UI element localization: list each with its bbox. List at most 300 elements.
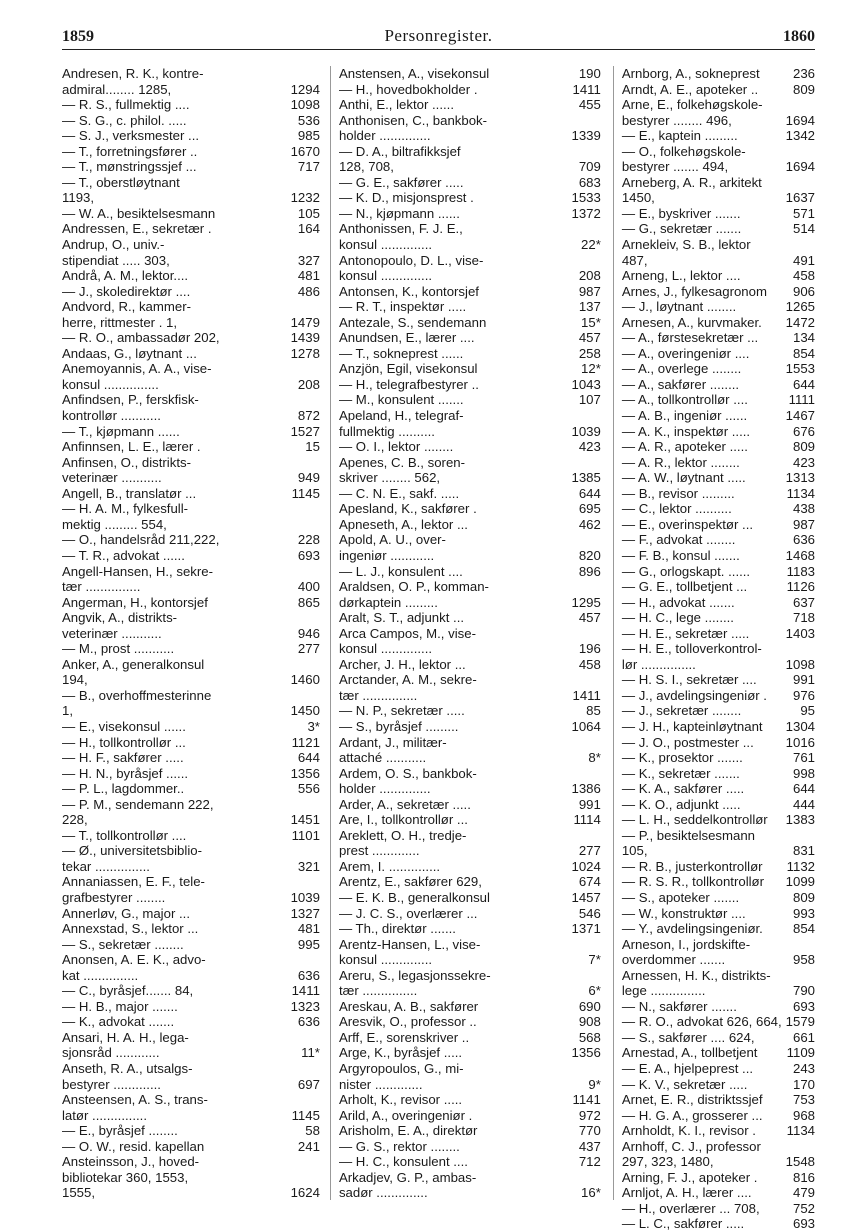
- register-entry: [622, 113, 815, 129]
- entry-text: — C., lektor ..........: [621, 501, 732, 517]
- entry-text: Arge, K., byråsjef .....: [338, 1045, 463, 1061]
- register-entry: [339, 361, 601, 377]
- entry-page-ref: 9*: [588, 1076, 601, 1092]
- entry-text: mektig ......... 554,: [62, 516, 167, 532]
- entry-text: — J., avdelingsingeniør .: [621, 687, 767, 703]
- entry-page-ref: 991: [792, 672, 815, 688]
- entry-page-ref: 976: [792, 687, 815, 703]
- register-entry: [622, 766, 815, 782]
- entry-text: — S., sekretær ........: [62, 936, 184, 952]
- entry-text: — E., overinspektør ...: [621, 516, 754, 532]
- entry-text: holder ..............: [338, 128, 431, 144]
- entry-page-ref: 8*: [588, 750, 601, 766]
- register-entry: [622, 781, 815, 797]
- entry-text: veterinær ...........: [62, 470, 162, 486]
- register-entry: [622, 1216, 815, 1232]
- register-entry: [339, 1108, 601, 1124]
- entry-text: admiral........ 1285,: [62, 81, 172, 97]
- entry-page-ref: 693: [297, 547, 320, 563]
- register-entry: [62, 1123, 320, 1139]
- register-entry: [622, 1045, 815, 1061]
- register-entry: [62, 392, 320, 408]
- entry-text: — S., apoteker .......: [621, 889, 740, 905]
- entry-text: lør ...............: [621, 656, 696, 672]
- entry-text: Apneseth, A., lektor ...: [338, 516, 468, 532]
- entry-text: — L. H., seddelkontrollør: [621, 812, 768, 828]
- register-entry: [62, 66, 320, 82]
- entry-text: Anzjön, Egil, visekonsul: [338, 361, 478, 377]
- register-entry: [339, 983, 601, 999]
- entry-text: konsul ..............: [338, 952, 433, 968]
- entry-page-ref: 486: [297, 283, 320, 299]
- entry-page-ref: 479: [792, 1185, 815, 1201]
- entry-page-ref: 241: [297, 1138, 320, 1154]
- register-entry: [62, 517, 320, 533]
- entry-text: — K., prosektor .......: [621, 750, 743, 766]
- entry-page-ref: 693: [792, 998, 815, 1014]
- register-entry: [339, 874, 601, 890]
- register-entry: [622, 1170, 815, 1186]
- entry-page-ref: 190: [578, 66, 601, 81]
- register-entry: [62, 315, 320, 331]
- entry-page-ref: 1039: [290, 889, 320, 905]
- entry-text: Apesland, K., sakfører .: [338, 501, 477, 517]
- entry-text: — K., sekretær .......: [621, 765, 740, 781]
- register-entry: [62, 268, 320, 284]
- entry-text: Arctander, A. M., sekre-: [338, 672, 477, 688]
- entry-text: Angell, B., translatør ...: [62, 485, 197, 501]
- register-entry: [622, 579, 815, 595]
- entry-page-ref: 693: [792, 1216, 815, 1232]
- entry-text: Angell-Hansen, H., sekre-: [62, 563, 213, 579]
- entry-text: — A. W., løytnant .....: [621, 470, 746, 486]
- entry-text: — N. P., sekretær .....: [338, 703, 465, 719]
- entry-page-ref: 1356: [290, 765, 320, 781]
- entry-page-ref: 683: [578, 174, 601, 190]
- register-entry: [339, 641, 601, 657]
- entry-page-ref: 991: [578, 796, 601, 812]
- entry-text: — W., konstruktør ....: [621, 905, 746, 921]
- entry-text: — E., visekonsul ......: [62, 718, 186, 734]
- entry-text: — S., byråsjef .........: [338, 718, 459, 734]
- register-entry: [339, 424, 601, 440]
- entry-text: bibliotekar 360, 1553,: [62, 1169, 189, 1185]
- entry-text: Antezale, S., sendemann: [338, 314, 487, 330]
- entry-text: Anfinsen, O., distrikts-: [62, 454, 191, 470]
- register-entry: [339, 237, 601, 253]
- entry-text: Arff, E., sorenskriver ..: [338, 1029, 470, 1045]
- entry-text: Andvord, R., kammer-: [62, 299, 191, 315]
- entry-text: — W. A., besiktelsesmann: [62, 205, 216, 221]
- entry-page-ref: 1460: [290, 672, 320, 688]
- entry-page-ref: 1278: [290, 345, 320, 361]
- register-entry: [622, 190, 815, 206]
- entry-text: bestyrer ........ 496,: [621, 112, 732, 128]
- entry-text: Areskau, A. B., sakfører: [338, 998, 479, 1014]
- entry-text: stipendiat ..... 303,: [62, 252, 170, 268]
- entry-text: — J. C. S., overlærer ...: [338, 905, 478, 921]
- register-entry: [622, 890, 815, 906]
- entry-text: Arentz-Hansen, L., vise-: [338, 936, 481, 952]
- register-entry: [62, 703, 320, 719]
- register-entry: [622, 564, 815, 580]
- register-entry: [622, 797, 815, 813]
- entry-page-ref: 556: [297, 781, 320, 797]
- entry-text: Aralt, S. T., adjunkt ...: [338, 610, 465, 626]
- entry-text: — F. B., konsul .......: [621, 547, 740, 563]
- entry-page-ref: 11*: [301, 1045, 320, 1061]
- register-entry: [622, 66, 815, 82]
- entry-text: Annexstad, S., lektor ...: [62, 921, 199, 937]
- entry-page-ref: 906: [792, 283, 815, 299]
- entry-text: Are, I., tollkontrollør ...: [338, 812, 468, 828]
- register-entry: [622, 299, 815, 315]
- entry-text: Arneng, L., lektor ....: [621, 268, 741, 284]
- entry-page-ref: 1099: [785, 874, 815, 890]
- entry-text: Anfindsen, P., ferskfisk-: [62, 392, 199, 408]
- entry-text: — H. C., konsulent ....: [338, 1154, 468, 1170]
- register-entry: [62, 1154, 320, 1170]
- entry-text: Arnestad, A., tollbetjent: [621, 1045, 758, 1061]
- entry-page-ref: 1548: [785, 1154, 815, 1170]
- entry-page-ref: 277: [578, 843, 601, 859]
- register-entry: [339, 703, 601, 719]
- register-entry: [62, 330, 320, 346]
- entry-text: — H. C., lege ........: [621, 610, 734, 626]
- register-entry: [62, 874, 320, 890]
- entry-text: Apeland, H., telegraf-: [338, 408, 464, 424]
- entry-text: — F., advokat ........: [621, 532, 736, 548]
- entry-page-ref: 243: [792, 1061, 815, 1076]
- entry-page-ref: 1385: [571, 470, 601, 486]
- register-entry: [62, 952, 320, 968]
- register-entry: [62, 144, 320, 160]
- entry-page-ref: 637: [792, 594, 815, 610]
- register-entry: [339, 579, 601, 595]
- entry-text: Ansteinsson, J., hoved-: [62, 1154, 200, 1170]
- register-entry: [622, 237, 815, 253]
- entry-page-ref: 1411: [291, 983, 320, 999]
- entry-page-ref: 1339: [571, 128, 601, 144]
- register-entry: [622, 1030, 815, 1046]
- entry-text: Antonsen, K., kontorsjef: [338, 283, 479, 299]
- entry-text: Arild, A., overingeniør .: [338, 1107, 473, 1123]
- register-entry: [622, 657, 815, 673]
- entry-text: 105,: [621, 843, 648, 859]
- entry-text: Arkadjev, G. P., ambas-: [338, 1169, 477, 1185]
- entry-text: herre, rittmester . 1,: [62, 314, 178, 330]
- entry-text: bestyrer ....... 494,: [621, 159, 729, 175]
- entry-text: prest .............: [338, 843, 420, 859]
- entry-text: — H. E., sekretær .....: [621, 625, 750, 641]
- entry-text: — R. S. R., tollkontrollør: [621, 874, 765, 890]
- register-entry: [339, 190, 601, 206]
- register-entry: [62, 408, 320, 424]
- entry-page-ref: 854: [792, 345, 815, 361]
- register-entry: [622, 1108, 815, 1124]
- entry-text: tær ...............: [62, 579, 141, 595]
- entry-page-ref: 718: [792, 610, 815, 626]
- entry-text: Anthonisen, C., bankbok-: [338, 112, 488, 128]
- entry-page-ref: 1043: [571, 376, 601, 392]
- entry-page-ref: 676: [792, 423, 815, 439]
- register-entry: [62, 766, 320, 782]
- entry-page-ref: 481: [297, 268, 320, 284]
- register-entry: [62, 1108, 320, 1124]
- entry-page-ref: 1101: [291, 827, 320, 843]
- entry-text: Anstensen, A., visekonsul: [338, 66, 490, 81]
- register-entry: [622, 330, 815, 346]
- entry-text: — H., tollkontrollør ...: [62, 734, 186, 750]
- register-entry: [339, 1045, 601, 1061]
- entry-page-ref: 1111: [788, 392, 815, 408]
- entry-text: — H., overlærer ... 708,: [621, 1200, 760, 1216]
- register-entry: [622, 408, 815, 424]
- register-entry: [622, 144, 815, 160]
- register-entry: [622, 315, 815, 331]
- register-entry: [339, 299, 601, 315]
- entry-page-ref: 1386: [571, 781, 601, 797]
- entry-page-ref: 1145: [291, 485, 320, 501]
- entry-page-ref: 22*: [581, 237, 601, 253]
- entry-text: — B., revisor .........: [621, 485, 735, 501]
- entry-page-ref: 15*: [581, 314, 601, 330]
- register-entry: [622, 610, 815, 626]
- entry-text: Arneson, I., jordskifte-: [621, 936, 751, 952]
- register-entry: [62, 937, 320, 953]
- register-entry: [62, 1061, 320, 1077]
- register-entry: [62, 532, 320, 548]
- register-entry: [339, 532, 601, 548]
- register-entry: [62, 626, 320, 642]
- register-entry: [62, 999, 320, 1015]
- register-entry: [622, 1092, 815, 1108]
- entry-text: — O. W., resid. kapellan: [62, 1138, 205, 1154]
- entry-text: — N., kjøpmann ......: [338, 205, 460, 221]
- register-entry: [339, 610, 601, 626]
- register-entry: [339, 564, 601, 580]
- entry-text: — K. O., adjunkt .....: [621, 796, 741, 812]
- entry-text: — T., kjøpmann ......: [62, 423, 180, 439]
- register-entry: [339, 1030, 601, 1046]
- entry-text: bestyrer .............: [62, 1076, 161, 1092]
- entry-page-ref: 752: [792, 1200, 815, 1216]
- entry-page-ref: 690: [578, 998, 601, 1014]
- entry-text: — J., skoledirektør ....: [62, 283, 191, 299]
- register-entry: [339, 82, 601, 98]
- entry-page-ref: 1323: [290, 998, 320, 1014]
- entry-text: — J. H., kapteinløytnant: [621, 718, 763, 734]
- register-entry: [622, 501, 815, 517]
- entry-page-ref: 1024: [571, 858, 601, 874]
- register-entry: [62, 253, 320, 269]
- register-entry: [62, 501, 320, 517]
- entry-text: — A., overingeniør ....: [621, 345, 750, 361]
- entry-text: overdommer .......: [621, 952, 726, 968]
- entry-page-ref: 1533: [571, 190, 601, 206]
- register-entry: [62, 890, 320, 906]
- entry-text: — Y., avdelingsingeniør.: [621, 921, 763, 937]
- entry-page-ref: 568: [578, 1029, 601, 1045]
- register-entry: [339, 766, 601, 782]
- entry-page-ref: 438: [792, 501, 815, 517]
- entry-page-ref: 1064: [571, 718, 601, 734]
- register-entry: [622, 595, 815, 611]
- entry-text: konsul ..............: [338, 237, 433, 253]
- entry-text: konsul ..............: [338, 641, 433, 657]
- entry-page-ref: 458: [578, 656, 601, 672]
- entry-text: Arentz, E., sakfører 629,: [338, 874, 482, 890]
- entry-text: Andresen, R. K., kontre-: [62, 66, 204, 81]
- entry-text: — J., løytnant ........: [621, 299, 737, 315]
- entry-page-ref: 1121: [291, 734, 320, 750]
- register-entry: [339, 843, 601, 859]
- entry-text: ingeniør ............: [338, 547, 435, 563]
- entry-page-ref: 946: [297, 625, 320, 641]
- register-entry: [62, 672, 320, 688]
- register-entry: [622, 859, 815, 875]
- entry-text: 128, 708,: [338, 159, 394, 175]
- register-entry: [622, 626, 815, 642]
- entry-text: — C., byråsjef....... 84,: [62, 983, 194, 999]
- register-entry: [339, 253, 601, 269]
- left-page-number: 1859: [62, 28, 94, 45]
- entry-text: 1,: [62, 703, 73, 719]
- entry-text: — A., førstesekretær ...: [621, 330, 759, 346]
- entry-text: — O., folkehøgskole-: [621, 143, 746, 159]
- entry-page-ref: 457: [578, 610, 601, 626]
- entry-page-ref: 1356: [571, 1045, 601, 1061]
- entry-page-ref: 1039: [571, 423, 601, 439]
- entry-text: 228,: [62, 812, 88, 828]
- entry-page-ref: 809: [792, 81, 815, 97]
- entry-text: veterinær ...........: [62, 625, 162, 641]
- entry-page-ref: 536: [297, 112, 320, 128]
- entry-text: holder ..............: [338, 781, 431, 797]
- entry-text: Angerman, H., kontorsjef: [62, 594, 208, 610]
- entry-page-ref: 1372: [571, 205, 601, 221]
- entry-text: Arnhoff, C. J., professor: [621, 1138, 761, 1154]
- register-entry: [622, 455, 815, 471]
- entry-page-ref: 1232: [290, 190, 320, 206]
- entry-page-ref: 1670: [290, 143, 320, 159]
- entry-page-ref: 321: [297, 858, 320, 874]
- register-entry: [62, 1014, 320, 1030]
- entry-page-ref: 1479: [290, 314, 320, 330]
- entry-page-ref: 455: [578, 97, 601, 113]
- entry-page-ref: 949: [297, 470, 320, 486]
- entry-text: Arnet, E. R., distriktssjef: [621, 1092, 763, 1108]
- entry-page-ref: 236: [792, 66, 815, 81]
- entry-page-ref: 831: [792, 843, 815, 859]
- entry-text: fullmektig ..........: [338, 423, 435, 439]
- entry-text: — G., sekretær .......: [621, 221, 742, 237]
- register-entry: [339, 595, 601, 611]
- register-entry: [622, 1185, 815, 1201]
- register-entry: [339, 626, 601, 642]
- entry-page-ref: 7*: [588, 952, 601, 968]
- entry-text: Ardem, O. S., bankbok-: [338, 765, 477, 781]
- entry-page-ref: 571: [792, 205, 815, 221]
- entry-text: — G., orlogskapt. ......: [621, 563, 751, 579]
- entry-page-ref: 753: [792, 1092, 815, 1108]
- entry-page-ref: 1450: [290, 703, 320, 719]
- register-entry: [339, 206, 601, 222]
- register-entry: [339, 828, 601, 844]
- entry-page-ref: 1468: [785, 547, 815, 563]
- entry-text: grafbestyrer ........: [62, 889, 166, 905]
- register-entry: [62, 1092, 320, 1108]
- register-entry: [62, 781, 320, 797]
- entry-page-ref: 134: [792, 330, 815, 346]
- entry-text: lege ...............: [621, 983, 706, 999]
- entry-text: Apold, A. U., over-: [338, 532, 446, 548]
- register-entry: [339, 455, 601, 471]
- entry-page-ref: 1467: [785, 408, 815, 424]
- entry-page-ref: 1457: [571, 889, 601, 905]
- entry-page-ref: 1134: [786, 485, 815, 501]
- register-entry: [339, 144, 601, 160]
- entry-page-ref: 1527: [290, 423, 320, 439]
- entry-page-ref: 107: [578, 392, 601, 408]
- entry-text: — A., tollkontrollør ....: [621, 392, 748, 408]
- register-entry: [62, 797, 320, 813]
- entry-page-ref: 1304: [785, 718, 815, 734]
- register-entry: [339, 330, 601, 346]
- register-entry: [62, 843, 320, 859]
- register-entry: [62, 657, 320, 673]
- register-entry: [622, 812, 815, 828]
- register-entry: [339, 1154, 601, 1170]
- entry-page-ref: 444: [792, 796, 815, 812]
- register-entry: [62, 735, 320, 751]
- entry-text: 194,: [62, 672, 88, 688]
- register-entry: [62, 113, 320, 129]
- entry-page-ref: 58: [305, 1123, 320, 1139]
- entry-page-ref: 872: [297, 408, 320, 424]
- entry-text: — B., overhoffmesterinne: [62, 687, 212, 703]
- register-entry: [339, 1014, 601, 1030]
- register-entry: [62, 159, 320, 175]
- register-entry: [339, 501, 601, 517]
- entry-text: — S. J., verksmester ...: [62, 128, 200, 144]
- entry-text: Ansari, H. A. H., lega-: [62, 1029, 189, 1045]
- register-entry: [622, 424, 815, 440]
- entry-text: — A., overlege ........: [621, 361, 742, 377]
- register-entry: [62, 641, 320, 657]
- register-entry: [62, 688, 320, 704]
- entry-page-ref: 462: [578, 516, 601, 532]
- register-entry: [339, 159, 601, 175]
- register-entry: [339, 548, 601, 564]
- register-entry: [622, 486, 815, 502]
- entry-page-ref: 709: [578, 159, 601, 175]
- entry-text: — E., kaptein .........: [621, 128, 738, 144]
- entry-text: Anthonissen, F. J. E.,: [338, 221, 463, 237]
- entry-page-ref: 1342: [785, 128, 815, 144]
- entry-page-ref: 820: [578, 547, 601, 563]
- page-header: [62, 20, 815, 50]
- entry-text: Arholt, K., revisor .....: [338, 1092, 463, 1108]
- register-entry: [622, 874, 815, 890]
- entry-page-ref: 437: [578, 1138, 601, 1154]
- register-entry: [622, 517, 815, 533]
- register-entry: [339, 392, 601, 408]
- entry-text: — M., konsulent .......: [338, 392, 464, 408]
- register-entry: [622, 206, 815, 222]
- register-entry: [62, 564, 320, 580]
- entry-text: — L. C., sakfører .....: [621, 1216, 745, 1232]
